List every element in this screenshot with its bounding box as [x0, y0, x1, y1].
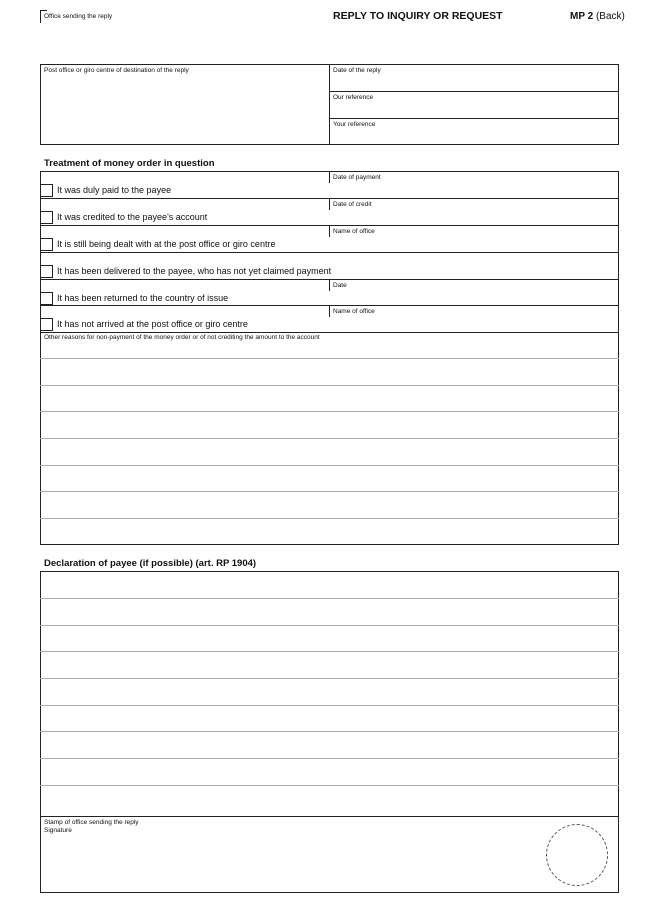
side-tick-3 — [329, 225, 330, 237]
form-title: REPLY TO INQUIRY OR REQUEST — [333, 10, 503, 22]
option-text-2: It was credited to the payee's account — [57, 212, 208, 222]
side-tick-6 — [329, 305, 330, 317]
stamp-circle-icon — [546, 824, 608, 886]
destination-label: Post office or giro centre of destination of the reply — [44, 67, 189, 74]
reason-line[interactable] — [40, 438, 619, 439]
top-box-row-2 — [329, 118, 619, 119]
option-checkbox-3[interactable] — [40, 238, 53, 251]
option-text-1: It was duly paid to the payee — [57, 185, 172, 195]
reason-line[interactable] — [40, 465, 619, 466]
reason-line[interactable] — [40, 385, 619, 386]
side-tick-5 — [329, 279, 330, 291]
declaration-line[interactable] — [40, 758, 619, 759]
reason-line[interactable] — [40, 491, 619, 492]
form-code-suffix: (Back) — [595, 11, 625, 22]
side-label-1: Date of payment — [333, 174, 381, 181]
side-label-5: Date — [333, 282, 347, 289]
signature-divider — [40, 816, 619, 817]
office-sending-label: Office sending the reply — [44, 13, 113, 20]
declaration-line[interactable] — [40, 785, 619, 786]
side-label-6: Name of office — [333, 308, 375, 315]
reason-line[interactable] — [40, 411, 619, 412]
declaration-line[interactable] — [40, 625, 619, 626]
option-checkbox-1[interactable] — [40, 184, 53, 197]
declaration-line[interactable] — [40, 651, 619, 652]
option-divider-3 — [40, 252, 619, 253]
signature-label: Signature — [44, 827, 72, 834]
option-checkbox-5[interactable] — [40, 292, 53, 305]
side-label-3: Name of office — [333, 228, 375, 235]
your-reference-label[interactable]: Your reference — [333, 121, 376, 128]
option-checkbox-4[interactable] — [40, 265, 53, 278]
date-of-reply-label[interactable]: Date of the reply — [333, 67, 381, 74]
stamp-label: Stamp of office sending the reply — [44, 819, 139, 826]
declaration-line[interactable] — [40, 705, 619, 706]
option-text-3: It is still being dealt with at the post office or giro centre — [57, 239, 276, 249]
option-text-4: It has been delivered to the payee, who has not yet claimed payment — [57, 266, 332, 276]
form-code — [570, 11, 625, 22]
our-reference-label[interactable]: Our reference — [333, 94, 374, 101]
declaration-box — [40, 571, 619, 893]
top-box-row-1 — [329, 91, 619, 92]
other-reasons-label: Other reasons for non-payment of the money order or of not crediting the amount to the account — [44, 334, 320, 341]
side-label-2: Date of credit — [333, 201, 372, 208]
option-text-5: It has been returned to the country of issue — [57, 293, 229, 303]
top-box-divider — [329, 64, 330, 145]
declaration-line[interactable] — [40, 678, 619, 679]
form-code-number: MP 2 — [570, 11, 594, 22]
treatment-heading: Treatment of money order in question — [44, 158, 215, 169]
declaration-line[interactable] — [40, 598, 619, 599]
option-checkbox-6[interactable] — [40, 318, 53, 331]
option-divider-6 — [40, 332, 619, 333]
reason-line[interactable] — [40, 358, 619, 359]
declaration-line[interactable] — [40, 731, 619, 732]
option-text-6: It has not arrived at the post office or giro centre — [57, 319, 248, 329]
option-checkbox-2[interactable] — [40, 211, 53, 224]
side-tick-2 — [329, 198, 330, 210]
side-tick-1 — [329, 171, 330, 183]
declaration-heading: Declaration of payee (if possible) (art. RP 1904) — [44, 558, 257, 569]
reason-line[interactable] — [40, 518, 619, 519]
